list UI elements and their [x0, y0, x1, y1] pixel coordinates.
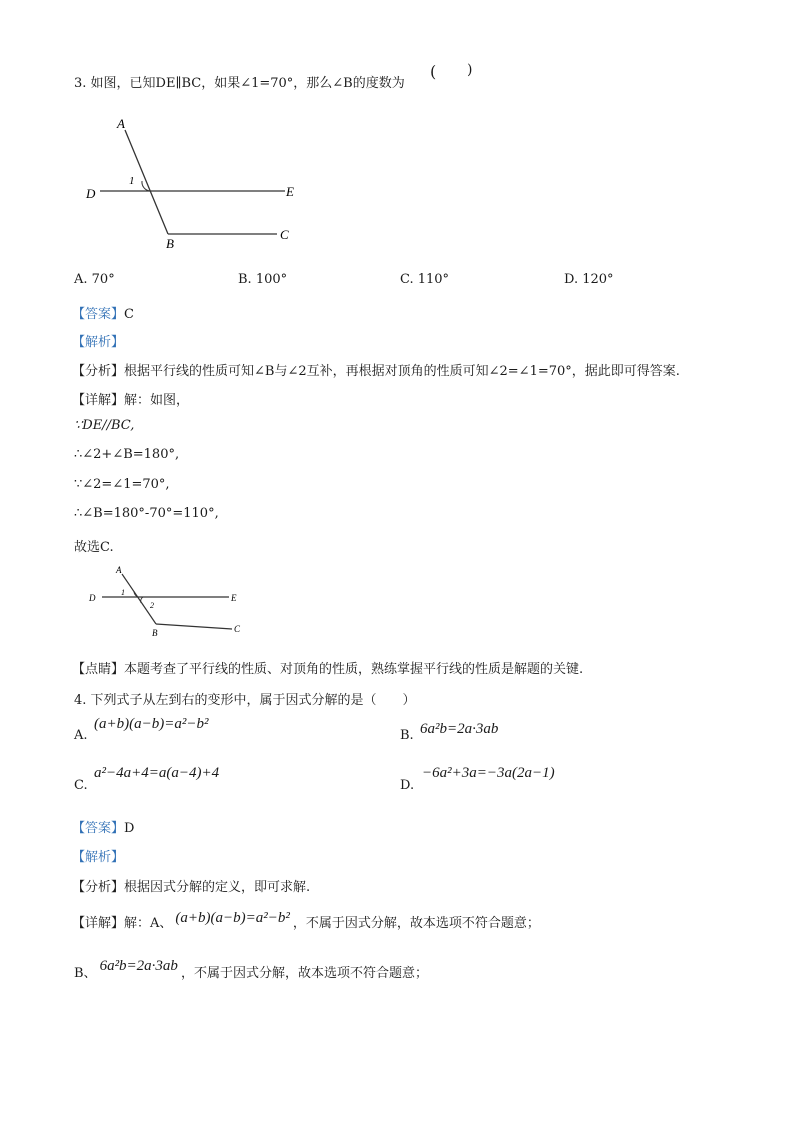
label-B: B: [166, 236, 174, 251]
q3-xiangjie-line: [72, 389, 189, 408]
q4-option-a: (a+b)(a−b)=a²−b²: [94, 716, 209, 732]
fig2-angle-2-arc: [141, 597, 143, 603]
fig2-label-A: A: [116, 565, 122, 575]
q4-option-d: −6a²+3a=−3a(2a−1): [422, 765, 555, 781]
q3-conclusion: 故选C.: [74, 540, 114, 555]
fig2-label-1: 1: [121, 588, 125, 597]
q4-option-c: a²−4a+4=a(a−4)+4: [94, 765, 220, 781]
q4-answer: D: [124, 821, 135, 836]
label-C: C: [280, 227, 289, 242]
q4-xiangjie-suffix: ，不属于因式分解，故本选项不符合题意；: [292, 916, 540, 931]
q3-dianjing-line: [72, 658, 583, 677]
q3-fenxi-tag: 【分析】: [72, 364, 125, 379]
q3-step-4: ∴∠B=180°-70°=110°,: [74, 506, 219, 521]
q4-line-b-expr: 6a²b=2a·3ab: [99, 958, 178, 974]
label-A: A: [117, 116, 125, 131]
q4-option-b-label: B.: [400, 728, 414, 743]
q4-fenxi-tag: 【分析】: [72, 880, 125, 895]
q3-paren-close: ): [467, 62, 473, 78]
q4-option-c-label: C.: [74, 778, 88, 793]
q3-solution-figure: [84, 562, 254, 642]
q4-answer-line: [72, 817, 134, 836]
q4-line-b-prefix: B、: [74, 966, 97, 981]
fig2-label-E: E: [231, 593, 237, 603]
q3-answer: C: [124, 307, 134, 322]
q3-option-b: B. 100°: [238, 272, 288, 287]
q4-answer-tag: 【答案】: [72, 821, 125, 836]
q3-xiangjie-text: 解：如图，: [124, 393, 190, 408]
q4-xiangjie-prefix: 解：A、: [124, 916, 173, 931]
q3-fenxi-line: [72, 360, 680, 379]
q3-option-a: A. 70°: [74, 272, 115, 287]
fig2-line-BC: [156, 624, 232, 629]
q4-option-d-label: D.: [400, 778, 415, 793]
q3-step-2: ∴∠2+∠B=180°,: [74, 447, 180, 462]
q3-step-3: ∵∠2=∠1=70°,: [74, 477, 170, 492]
q3-stem-text: 3. 如图，已知DE∥BC，如果∠1=70°，那么∠B的度数为: [74, 76, 405, 91]
q3-dianjing-text: 本题考查了平行线的性质、对顶角的性质，熟练掌握平行线的性质是解题的关键.: [124, 662, 584, 677]
label-E: E: [286, 184, 294, 199]
q3-xiangjie-tag: 【详解】: [72, 393, 125, 408]
fig2-label-B: B: [152, 628, 158, 638]
q4-line-b: [74, 958, 428, 982]
q4-option-a-label: A.: [74, 728, 88, 743]
q4-xiangjie-expr: (a+b)(a−b)=a²−b²: [175, 910, 290, 926]
label-D: D: [86, 186, 96, 201]
q3-step-1: ∵DE//BC,: [74, 418, 135, 433]
q3-figure: [80, 112, 330, 252]
q4-fenxi-line: [72, 876, 310, 895]
q4-xiangjie-tag: 【详解】: [72, 916, 125, 931]
fig2-label-C: C: [234, 624, 241, 634]
q3-analysis-tag: 【解析】: [72, 335, 125, 350]
q3-option-c: C. 110°: [400, 272, 450, 287]
q3-answer-tag: 【答案】: [72, 307, 125, 322]
q4-fenxi-text: 根据因式分解的定义，即可求解.: [124, 880, 311, 895]
label-1: 1: [129, 175, 135, 187]
q3-stem: [74, 72, 405, 91]
q4-xiangjie-line: [72, 912, 540, 932]
fig2-label-2: 2: [150, 601, 154, 610]
q4-option-b: 6a²b=2a·3ab: [420, 721, 499, 737]
q3-dianjing-tag: 【点睛】: [72, 662, 125, 677]
q3-paren-open: (: [430, 62, 437, 81]
q4-analysis-tag: 【解析】: [72, 850, 125, 865]
q3-option-d: D. 120°: [564, 272, 614, 287]
q3-fenxi-text: 根据平行线的性质可知∠B与∠2互补，再根据对顶角的性质可知∠2=∠1=70°，据此即可得答案.: [124, 364, 680, 379]
q4-line-b-suffix: ，不属于因式分解，故本选项不符合题意；: [180, 966, 428, 981]
q4-stem: 4. 下列式子从左到右的变形中，属于因式分解的是（ ）: [74, 693, 416, 708]
fig2-label-D: D: [89, 593, 96, 603]
fig2-line-AB: [122, 574, 156, 624]
q3-answer-line: [72, 303, 134, 322]
